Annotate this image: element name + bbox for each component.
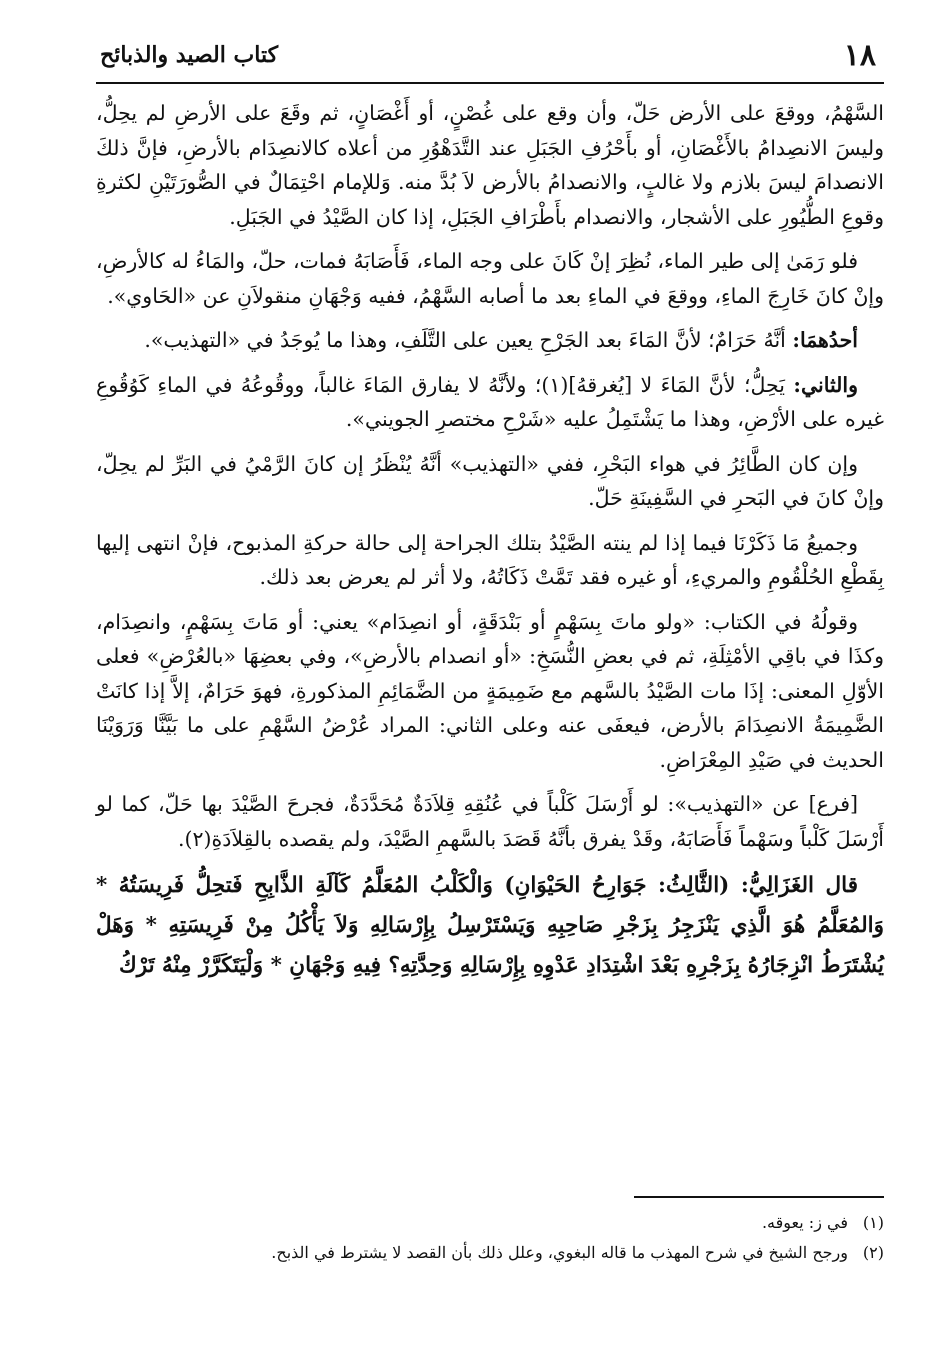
paragraph-5: وقولُهُ في الكتاب: «ولو ماتَ بِسَهْمٍ أو بَنْدَقَةٍ، أو انصِدَام» يعني: أو مَاتَ بِسَهْمٍ، وانصِدَام، وكذَا في باقِي الأمْثِلَةِ، ثم في بعضِ النُّسَخِ: «أو انصدام بالأرضِ»، وفي بعضِهَا «بالعُرْضِ» فعلى الأوّلِ المعنى: إذَا مات الصَّيْدُ بالسَّهم مع ضَمِيمَةٍ من الضَّمَائِمِ المذكورةِ، فهوَ حَرَامٌ، إلاَّ إذا كانَتْ الضَّمِيمَةُ الانصِدَامَ بالأرض، فيعفَى عنه وعلى الثاني: المراد عُرْضُ السَّهْمِ على ما بَيَّنَّا وَرَوَيْنَا الحديث في صَيْدِ المِعْرَاضِ. — [96, 609, 884, 772]
paragraph-ahaduhuma — [96, 323, 884, 358]
paragraph-thani — [96, 368, 884, 437]
footnote-text: في ز: يعوقه. — [761, 1213, 848, 1232]
matn-text: (الثَّالِثُ: جَوَارِحُ الحَيْوَانِ) وَالْكَلْبُ المُعَلَّمُ كَآلَةِ الذَّابِحِ فَتحِلُّ فَرِيسَتُهُ * وَالمُعَلَّمُ هُوَ الَّذِي يَنْزَجِرُ بِزَجْرِ صَاحِبِهِ وَيَسْتَرْسِلُ بِإِرْسَالِهِ وَلاَ يَأْكُلُ مِنْ فَرِيسَتِهِ * وَهَلْ يُشْتَرَطُ انْزِجَارُهُ بِزَجْرِهِ بَعْدَ اشْتِدَادِ عَدْوِهِ بِإِرْسَالِهِ وَحِدَّتِهِ؟ فِيهِ وَجْهَانِ * وَلْيَتَكَرَّرْ مِنْهُ تَرْكُ — [96, 873, 884, 978]
main-text — [96, 96, 884, 996]
footnote-number: (٢) — [862, 1243, 884, 1262]
footnotes — [96, 1196, 884, 1268]
thani-lead: والثاني: — [793, 372, 859, 397]
paragraph-3: وإن كان الطَّائِرُ في هواء البَحْرِ، ففي «التهذيب» أنَّهُ يُنْظَرُ إن كانَ الرَّمْيُ في البَرِّ لم يحِلّ، وإنْ كانَ في البَحرِ في السَّفِينَةِ حَلّ. — [96, 451, 884, 510]
ahaduhuma-text: أنَّهُ حَرَامٌ؛ لأنَّ المَاءَ بعد الجَرْحِ يعين على التَّلَفِ، وهذا ما يُوجَدُ في «التهذيب». — [144, 328, 793, 352]
book-title: كتاب الصيد والذبائح — [100, 42, 279, 68]
page-number: ١٨ — [843, 38, 876, 73]
paragraph-1: السَّهْمُ، ووقعَ على الأرض حَلّ، وأن وقع على غُصْنٍ، أو أَغْصَانٍ، ثم وقَعَ على الأرضِ لم يحِلُّ، وليسَ الانصِدامُ بالأَغْصَانِ، أو بأَحْرُفِ الجَبَلِ عند التَّدَهْوُرِ من أعلاه كالانصِدَام بالأرضِ، فإنَّ ذلكَ الانصدامَ ليسَ بلازم ولا غالبٍ، والانصدامُ بالأرض لاَ بُدَّ منه. وَللإمام احْتِمَالٌ في الصُّورَتَيْنِ لكثرةِ وقوعِ الطُّيُورِ على الأشجار، والانصدام بأَطْرَافِ الجَبَلِ، إذا كان الصَّيْدُ في الجَبَلِ. — [96, 101, 884, 229]
footnote-divider — [634, 1196, 884, 1198]
paragraph-6: [فرع] عن «التهذيب»: لو أَرْسَلَ كَلْباً في عُنُقِهِ قِلاَدَةٌ مُحَدَّدَةٌ، فجرحَ الصَّيْدَ بها حَلّ، كما لو أَرْسَلَ كَلْباً وسَهْماً فَأَصَابَهُ، وقَدْ يفرق بأنَّهُ قَصَدَ بالسَّهمِ الصَّيْدَ، ولم يقصده بالقِلاَدَةِ(٢). — [96, 792, 884, 851]
paragraph-4: وجميعُ مَا ذَكَرْنَا فيما إذا لم ينته الصَّيْدُ بتلك الجراحة إلى حالة حركةِ المذبوح، فإنْ انتهى إليها بِقَطْعِ الحُلْقُومِ والمريءِ، أو غيره فقد تَمَّتْ ذَكَاتُهُ، ولا أثر لم يعرض بعد ذلك. — [96, 530, 884, 589]
running-header — [96, 36, 884, 84]
footnote-number: (١) — [862, 1213, 884, 1232]
footnote-text: ورجح الشيخ في شرح المهذب ما قاله البغوي، وعلل ذلك بأن القصد لا يشترط في الذبح. — [271, 1243, 848, 1262]
thani-text: يَحِلُّ؛ لأنَّ المَاءَ لا [يُغرقهُ](١)؛ ولأنَّهُ لا يفارق المَاءَ غالباً، ووقُوعُهُ في الماءِ كَوُقُوعِ غيره على الأرْضِ، وهذا ما يَشْتَمِلُ عليه «شَرْحِ مختصرِ الجويني». — [96, 372, 884, 431]
ahaduhuma-lead: أحدُهمَا: — [792, 328, 858, 352]
paragraph-2: فلو رَمَىٰ إلى طير الماء، نُظِرَ إنْ كَانَ على وجه الماء، فَأَصَابَهُ فمات، حلّ، والمَاءُ له كالأرضِ، وإنْ كانَ خَارِجَ الماءِ، ووقعَ في الماءِ بعد ما أصابه السَّهْمُ، ففيه وَجْهَانِ منقولاَنِ عن «الحَاوي». — [96, 249, 884, 308]
matn-intro: قال الغَزَالِيُّ: — [729, 873, 858, 898]
footnote-1 — [96, 1208, 884, 1238]
footnote-2 — [96, 1238, 884, 1268]
matn-paragraph — [96, 866, 884, 986]
